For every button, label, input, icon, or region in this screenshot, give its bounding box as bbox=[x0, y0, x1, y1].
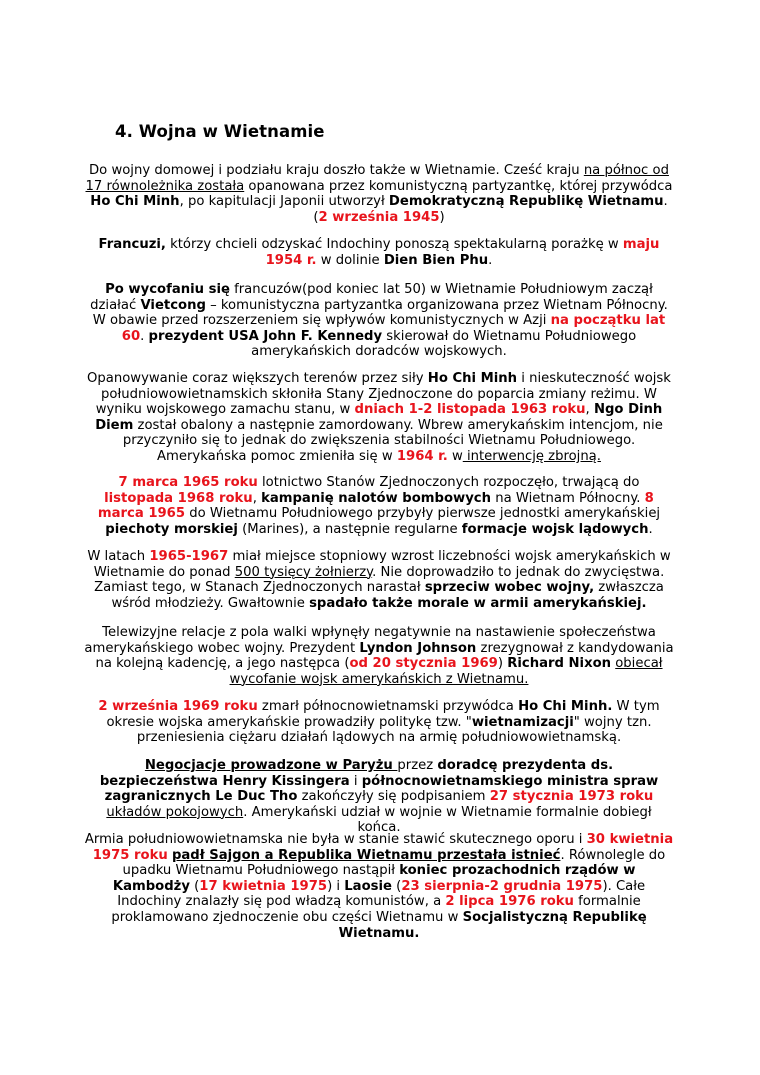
text: do Wietnamu Południowego przybyły pierwsze jednostki amerykańskiej bbox=[185, 506, 661, 522]
text: . bbox=[648, 521, 653, 537]
bold-text: Socjalistyczną Republikę Wietnamu. bbox=[338, 909, 647, 941]
paragraph-9 bbox=[84, 758, 674, 836]
text: " wojny tzn. przeniesienia ciężaru działań lądowych na armię południowowietnamską. bbox=[136, 714, 652, 746]
text: W tym okresie wojska amerykańskie prowadziły politykę tzw. " bbox=[106, 699, 660, 730]
text: Do wojny domowej i podziału kraju doszło także w Wietnamie. Cześć kraju bbox=[89, 163, 584, 178]
underlined-text: 500 tysięcy żołnierzy bbox=[234, 564, 373, 580]
text: Telewizyjne relacje z pola walki wpłynęły negatywnie na nastawienie społeczeństwa amerykańskiego wobec wojny. Prezydent bbox=[84, 625, 656, 656]
text: . bbox=[140, 328, 149, 344]
text: przez bbox=[397, 758, 438, 773]
paragraph-10 bbox=[84, 832, 674, 941]
text: ( bbox=[189, 878, 200, 894]
bold-text: formacje wojsk lądowych bbox=[461, 521, 649, 537]
bold-text: Ngo Dinh Diem bbox=[95, 402, 663, 433]
bold-text: Ho Chi Minh bbox=[427, 371, 518, 386]
text: został obalony a następnie zamordowany. Wbrew amerykańskim intencjom, nie przyczyniło się to jednak do zwiększenia stabilności Wietnamu Południowego. Amerykańska pomoc zmieniła się w bbox=[122, 417, 663, 464]
bold-text: sprzeciw wobec wojny, bbox=[424, 580, 595, 596]
text: zakończyły się podpisaniem bbox=[297, 789, 490, 805]
text: . Nie doprowadziło to jednak do zwycięstwa. Zamiast tego, w Stanach Zjednoczonych narastał bbox=[94, 564, 665, 596]
bold-text: spadało także morale w armii amerykańskiej. bbox=[309, 595, 647, 611]
text: Armia południowowietnamska nie była w stanie stawić skutecznego oporu i bbox=[84, 832, 587, 847]
text: , po kapitulacji Japonii utworzył bbox=[179, 194, 389, 210]
bold-text: wietnamizacji bbox=[471, 714, 574, 730]
text: ( bbox=[391, 878, 402, 894]
date-highlight: 1964 r. bbox=[396, 448, 448, 464]
bold-text: Francuzi, bbox=[98, 237, 166, 252]
date-highlight: od 20 stycznia 1969 bbox=[349, 656, 498, 672]
underlined-text: obiecał wycofanie wojsk amerykańskich z Wietnamu. bbox=[229, 656, 663, 687]
text: na Wietnam Północny. bbox=[491, 490, 645, 506]
underlined-text: interwencję zbrojną. bbox=[462, 448, 601, 464]
date-highlight: 1965-1967 bbox=[149, 549, 229, 564]
text: którzy chcieli odzyskać Indochiny ponoszą spektakularną porażkę w bbox=[165, 237, 623, 252]
date-highlight: 7 marca 1965 roku bbox=[118, 475, 258, 490]
bold-text: prezydent USA John F. Kennedy bbox=[148, 328, 383, 344]
text: . Amerykański udział w wojnie w Wietnamie formalnie dobiegł końca. bbox=[243, 804, 652, 836]
bold-text: Dien Bien Phu bbox=[383, 252, 489, 268]
text: (Marines), a następnie regularne bbox=[237, 521, 462, 537]
bold-text: Po wycofaniu się bbox=[105, 282, 230, 297]
text: . bbox=[488, 252, 493, 268]
date-highlight: maju 1954 r. bbox=[265, 237, 660, 268]
text: ) bbox=[497, 656, 508, 672]
bold-text: Ho Chi Minh. bbox=[518, 699, 613, 714]
bold-underlined-text: Negocjacje prowadzone w Paryżu bbox=[144, 758, 398, 773]
bold-text: piechoty morskiej bbox=[105, 521, 238, 537]
paragraph-1 bbox=[84, 163, 674, 225]
text: zrezygnował z kandydowania na kolejną kadencję, a jego następca ( bbox=[95, 640, 674, 672]
text: ) bbox=[439, 209, 445, 225]
text: , bbox=[252, 490, 262, 506]
bold-text: Lyndon Johnson bbox=[359, 640, 477, 656]
text: lotnictwo Stanów Zjednoczonych rozpoczęło, trwającą do bbox=[257, 475, 640, 490]
date-highlight: dniach 1-2 listopada 1963 roku bbox=[354, 402, 586, 418]
text: , bbox=[585, 402, 594, 418]
text: . ( bbox=[313, 194, 668, 225]
bold-text: kampanię nalotów bombowych bbox=[261, 490, 492, 506]
paragraph-4 bbox=[84, 371, 674, 465]
paragraph-7 bbox=[84, 625, 674, 687]
text: zmarł północnowietnamski przywódca bbox=[257, 699, 519, 714]
text: i nieskuteczność wojsk południowowietnamskich skłoniła Stany Zjednoczone do poparcia zmiany reżimu. W wyniku wojskowego zamachu stanu, w bbox=[95, 371, 671, 418]
paragraph-8 bbox=[84, 699, 674, 746]
text: formalnie proklamowano zjednoczenie obu części Wietnamu w bbox=[111, 894, 641, 925]
bold-text: doradcę prezydenta ds. bezpieczeństwa Henry Kissingera bbox=[99, 758, 614, 789]
text: skierował do Wietnamu Południowego amerykańskich doradców wojskowych. bbox=[251, 328, 637, 360]
bold-underlined-text: padł Sajgon a Republika Wietnamu przestała istnieć bbox=[171, 847, 561, 863]
text: W latach bbox=[87, 549, 150, 564]
date-highlight: na początku lat 60 bbox=[121, 313, 666, 344]
underlined-text: układów pokojowych bbox=[106, 804, 244, 820]
date-highlight: 8 marca 1965 bbox=[97, 490, 654, 522]
text: zwłaszcza wśród młodzieży. Gwałtownie bbox=[111, 580, 664, 611]
text: opanowana przez komunistyczną partyzantkę, której przywódca bbox=[244, 178, 673, 194]
text: ). Całe Indochiny znalazły się pod władzą komunistów, a bbox=[117, 878, 646, 910]
underlined-text: na północ od 17 równoleżnika została bbox=[85, 163, 669, 194]
paragraph-3 bbox=[84, 282, 674, 360]
text: w bbox=[447, 448, 463, 464]
bold-text: Laosie bbox=[344, 878, 392, 894]
text: miał miejsce stopniowy wzrost liczebności wojsk amerykańskich w Wietnamie do ponad bbox=[93, 549, 671, 580]
text: i bbox=[349, 773, 362, 789]
date-highlight: 2 września 1969 roku bbox=[98, 699, 258, 714]
date-highlight: 17 kwietnia 1975 bbox=[199, 878, 328, 894]
bold-text: Vietcong bbox=[140, 297, 206, 313]
bold-text: północnowietnamskiego ministra spraw zagranicznych Le Duc Tho bbox=[104, 773, 659, 805]
date-highlight: 2 września 1945 bbox=[318, 209, 440, 225]
date-highlight: 30 kwietnia 1975 roku bbox=[92, 832, 674, 863]
text: . Równolegle do upadku Wietnamu Południowego nastąpił bbox=[122, 847, 666, 879]
text: francuzów(pod koniec lat 50) w Wietnamie Południowym zaczął działać bbox=[90, 282, 653, 313]
paragraph-6 bbox=[84, 549, 674, 611]
paragraph-5 bbox=[84, 475, 674, 537]
text: – komunistyczna partyzantka organizowana przez Wietnam Północny. W obawie przed rozszerzeniem się wpływów komunistycznych w Azji bbox=[92, 297, 668, 329]
bold-text: Demokratyczną Republikę Wietnamu bbox=[388, 194, 664, 210]
text: ) i bbox=[327, 878, 345, 894]
bold-text: Ho Chi Minh bbox=[90, 194, 180, 210]
date-highlight: 27 stycznia 1973 roku bbox=[489, 789, 654, 805]
bold-text: koniec prozachodnich rządów w Kambodży bbox=[112, 863, 636, 894]
date-highlight: 2 lipca 1976 roku bbox=[445, 894, 574, 910]
text: w dolinie bbox=[316, 252, 384, 268]
text: Opanowywanie coraz większych terenów przez siły bbox=[87, 371, 428, 386]
date-highlight: listopada 1968 roku bbox=[104, 490, 253, 506]
bold-text: Richard Nixon bbox=[507, 656, 612, 672]
paragraph-2 bbox=[84, 237, 674, 268]
date-highlight: 23 sierpnia-2 grudnia 1975 bbox=[401, 878, 603, 894]
section-heading: 4. Wojna w Wietnamie bbox=[115, 122, 325, 141]
